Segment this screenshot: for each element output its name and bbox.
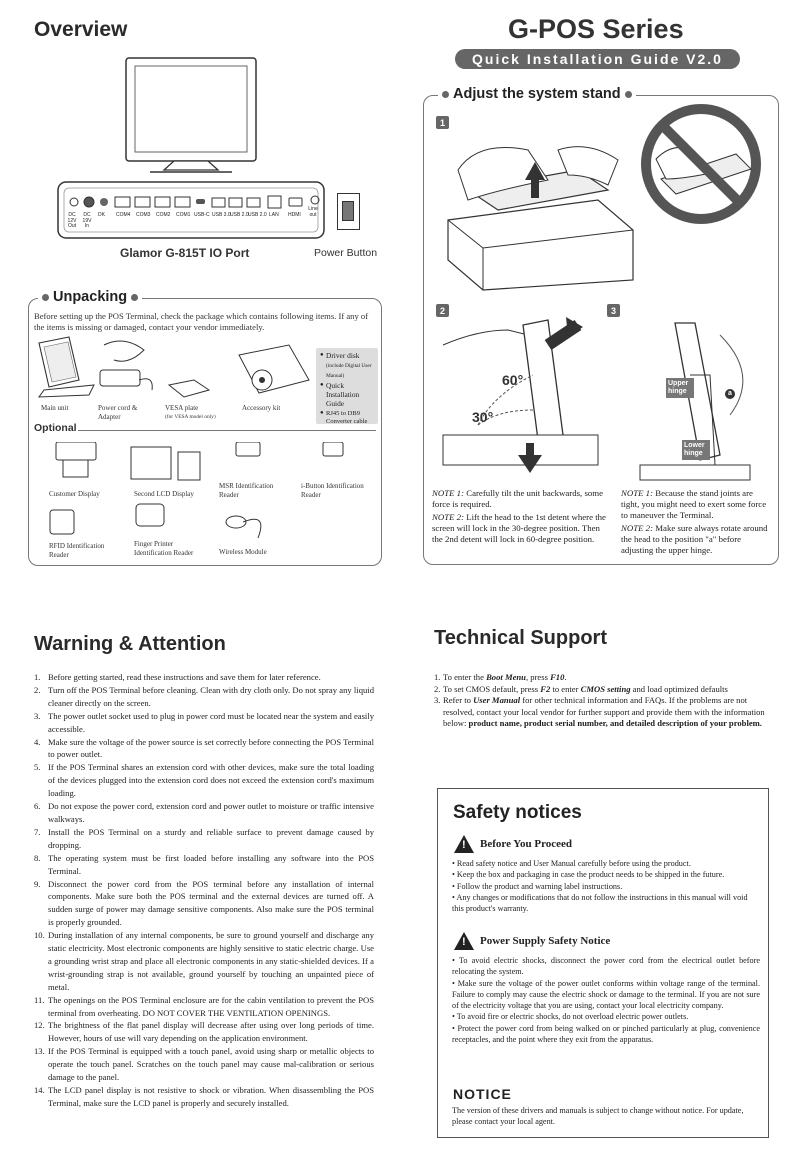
step-badge: 1	[436, 116, 449, 129]
kit-item-qig: ● Quick Installation Guide	[320, 381, 374, 408]
port-label: DC 19V In	[82, 212, 92, 229]
warning-triangle-icon: !	[454, 932, 474, 950]
port-label: USB-C	[194, 212, 210, 218]
warning-item: 8. The operating system must be first loaded before installing any software into the POS Terminal.	[34, 852, 374, 876]
notice-title: NOTICE	[453, 1086, 512, 1102]
warning-item: 4. Make sure the voltage of the power source is set correctly before connecting the POS Terminal to power outlet.	[34, 736, 374, 760]
safety-item: • Keep the box and packaging in case the product needs to be shipped in the future.	[452, 870, 725, 880]
lower-hinge-label: Lower hinge	[682, 440, 710, 460]
accessory-kit-list	[316, 348, 378, 424]
tech-item: 1. To enter the Boot Menu, press F10.	[434, 672, 567, 682]
warning-item: 3. The power outlet socket used to plug in power cord must be located near the system and easily accessible.	[34, 710, 374, 734]
io-port-caption: Glamor G-815T IO Port	[120, 246, 250, 260]
item-main-unit: Main unit	[41, 404, 69, 412]
port-label: COM1	[176, 212, 191, 218]
optional-wireless: Wireless Module	[219, 548, 267, 556]
io-port-labels	[63, 206, 333, 233]
note-label: NOTE 1:	[621, 488, 654, 498]
port-label: COM2	[156, 212, 171, 218]
package-items-illustration	[34, 335, 316, 405]
note-text: Carefully tilt the unit backwards, some force is required.	[432, 488, 604, 509]
note-label: NOTE 1:	[432, 488, 465, 498]
angle-60-label: 60°	[502, 372, 524, 388]
warning-title: Warning & Attention	[34, 633, 226, 655]
guide-subtitle-badge: Quick Installation Guide V2.0	[455, 49, 740, 69]
stand-note-left	[432, 488, 612, 545]
optional-ibutton: i-Button Identification Reader	[301, 482, 364, 499]
optional-customer-display: Customer Display	[49, 490, 100, 498]
port-label: USB 2.0	[230, 212, 249, 218]
angle-30-label: 30°	[472, 409, 494, 425]
safety-title: Safety notices	[453, 802, 582, 823]
step2-illustration	[438, 315, 606, 485]
port-label: USB 2.0	[248, 212, 267, 218]
note-text: Lift the head to the 1st detent where the screen will lock in the 30-degree position. Then the 2nd detent will lock in 60-degree position.	[432, 512, 606, 544]
tech-support-list	[434, 672, 774, 730]
port-label: Line out	[308, 206, 318, 218]
io-port-icons	[68, 192, 330, 212]
power-button-illustration	[337, 193, 360, 230]
port-label: COM4	[116, 212, 131, 218]
port-label: DC 12V Out	[67, 212, 77, 229]
optional-finger: Finger Printer Identification Reader	[134, 540, 194, 557]
note-text: Because the stand joints are tight, you might need to exert some force to maneuver the Terminal.	[621, 488, 767, 520]
warning-item: 5. If the POS Terminal shares an extension cord with other devices, make sure the total loading of the devices plugged into the extension cord does not exceed the extension cord's maximum loading.	[34, 762, 374, 799]
safety-item: • Read safety notice and User Manual carefully before using the product.	[452, 859, 691, 868]
step-badge: 2	[436, 304, 449, 317]
port-label: HDMI	[288, 212, 301, 218]
upper-hinge-label: Upper hinge	[666, 378, 694, 398]
prohibited-illustration	[636, 99, 766, 229]
safety-notices-box	[437, 788, 769, 1138]
warning-item: 10. During installation of any internal components, be sure to ground yourself and discharge any static electricity. Most electronic components are highly sensitive to static electric charge. Use a grounding wrist strap and place all electronic components in any static-shielded devices. If a wrist-grounding strap is not available, ground yourself by touching an unpainted piece of metal.	[34, 930, 374, 992]
safety-item: • Follow the product and warning label instructions.	[452, 881, 623, 891]
optional-divider	[78, 430, 376, 431]
safety-item: • Protect the power cord from being walked on or pinched particularly at plug, convenience receptacles, and the point where they exit from the apparatus.	[452, 1023, 760, 1045]
unpacking-section-label	[38, 289, 142, 305]
note-text: Make sure always rotate around the head to the position "a" before adjusting the upper hinge.	[621, 523, 768, 555]
step1-illustration	[438, 130, 638, 292]
unpacking-title: Unpacking	[53, 289, 128, 305]
optional-title: Optional	[34, 422, 81, 434]
port-label: LAN	[269, 212, 279, 218]
warning-item: 13. If the POS Terminal is equipped with a touch panel, avoid using sharp or metallic objects to operate the touch panel. Scratches on the touch panel may cause mal-calibration or serious damage to the panel.	[34, 1046, 374, 1083]
before-title: Before You Proceed	[480, 838, 573, 850]
overview-title: Overview	[34, 18, 128, 41]
note-label: NOTE 2:	[621, 523, 654, 533]
kit-item-driver: ● Driver disk (include Digital User Manual)	[320, 351, 374, 379]
item-vesa: VESA plate	[165, 404, 199, 412]
hinge-a-marker: a	[725, 389, 735, 399]
warning-triangle-icon: !	[454, 835, 474, 853]
warning-item: 2. Turn off the POS Terminal before cleaning. Clean with dry cloth only. Do not spray any liquid cleaner directly on the screen.	[34, 684, 374, 708]
power-title: Power Supply Safety Notice	[480, 935, 611, 947]
before-heading	[454, 835, 572, 853]
tech-item: 3. Refer to User Manual for other technical information and FAQs. If the problems are not resolved, contact your local vendor for further support and provide them with the information below: product name, product serial number, and detailed description of your problem.	[434, 695, 765, 729]
unpacking-intro: Before setting up the POS Terminal, check the package which contains following items. If any of the items is missing or damaged, contact your vendor immediately.	[34, 311, 369, 332]
note-label: NOTE 2:	[432, 512, 465, 522]
port-label: COM3	[136, 212, 151, 218]
warning-item: 11. The openings on the POS Terminal enclosure are for the cabin ventilation to prevent the POS terminal from overheating. DO NOT COVER THE VENTILATION OPENINGS.	[34, 994, 374, 1018]
optional-msr: MSR Identification Reader	[219, 482, 274, 499]
item-vesa-note: (for VESA model only)	[165, 414, 216, 420]
notice-text: The version of these drivers and manuals is subject to change without notice. For update, please contact your local agent.	[452, 1106, 744, 1127]
safety-item: • Any changes or modifications that do not follow the instructions in this manual will void this product's warranty.	[452, 892, 748, 914]
item-power-cord: Power cord & Adapter	[98, 404, 138, 421]
before-list	[452, 858, 760, 914]
warning-item: 7. Install the POS Terminal on a sturdy and reliable surface to prevent damage caused by dropping.	[34, 826, 374, 850]
optional-second-lcd: Second LCD Display	[134, 490, 194, 498]
item-accessory-kit: Accessory kit	[242, 404, 281, 412]
kit-item-driver-note: (include Digital User Manual)	[326, 363, 372, 379]
stand-title: Adjust the system stand	[453, 86, 621, 102]
warning-item: 9. Disconnect the power cord from the POS terminal before any installation of internal components. Make sure both the POS terminal and the external devices are turned off. A sudden surge of power may damage sensitive components. Also make sure the POS terminal is properly grounded.	[34, 878, 374, 928]
safety-item: • Make sure the voltage of the power outlet conforms within voltage range of the terminal. Failure to comply may cause the electric shock or damage to the terminal. If you are not sure of the electricity voltage that you are using, contact your local electricity company.	[452, 978, 760, 1011]
power-list	[452, 955, 760, 1045]
tech-item: 2. To set CMOS default, press F2 to enter CMOS setting and load optimized defaults	[434, 683, 728, 694]
power-heading	[454, 932, 610, 950]
tech-support-title: Technical Support	[434, 627, 607, 649]
warning-item: 12. The brightness of the flat panel display will decrease after using over long periods of time. However, hours of use will vary depending on the application environment.	[34, 1020, 374, 1044]
stand-note-right	[621, 488, 773, 556]
warning-item: 1. Before getting started, read these instructions and save them for later reference.	[34, 672, 321, 682]
warning-item: 6. Do not expose the power cord, extension cord and power outlet to moisture or traffic intensive walkways.	[34, 801, 374, 824]
warning-item: 14. The LCD panel display is not resistive to shock or vibration. When disassembling the POS Terminal, make sure the LCD panel is properly and securely installed.	[34, 1085, 374, 1108]
power-button-caption: Power Button	[314, 247, 378, 259]
port-label: USB 3.0	[212, 212, 231, 218]
warning-list	[34, 671, 374, 1110]
safety-item: • To avoid fire or electric shocks, do not overload electric power outlets.	[452, 1012, 689, 1022]
stand-section-label	[438, 86, 636, 102]
step-badge: 3	[607, 304, 620, 317]
port-label: DK	[98, 212, 105, 218]
safety-item: • To avoid electric shocks, disconnect the power cord from the electrical outlet before relocating the system.	[452, 956, 760, 977]
kit-item-rj45: ● RJ45 to DB9 Converter cable	[320, 410, 374, 425]
series-title: G-POS Series	[508, 14, 684, 44]
optional-rfid: RFID Identification Reader	[49, 542, 105, 559]
